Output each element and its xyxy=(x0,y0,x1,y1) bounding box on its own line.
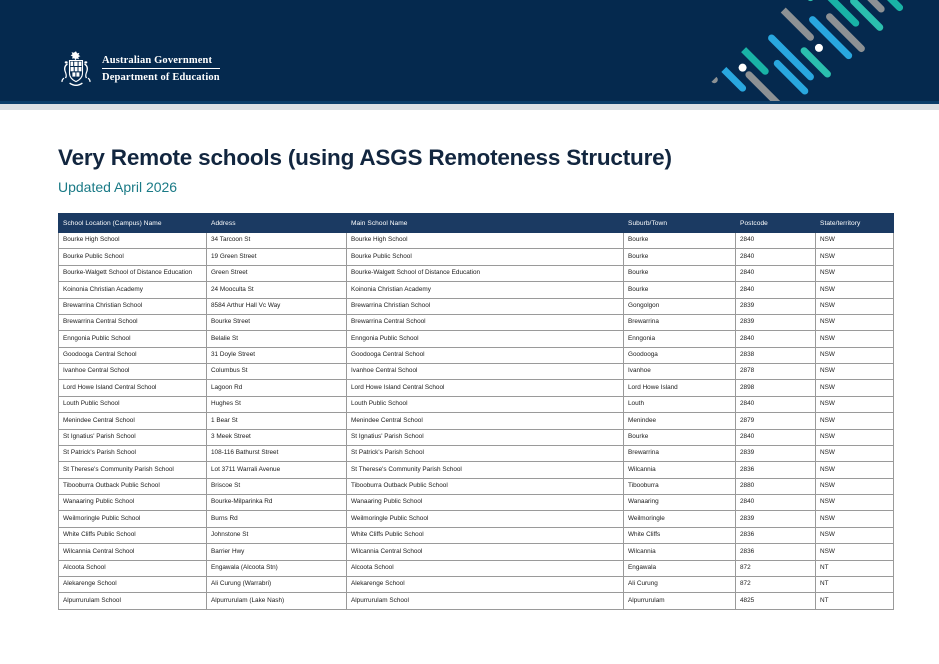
table-row xyxy=(59,445,894,461)
cell-postcode: 2839 xyxy=(736,314,816,330)
cell-state-territory: NSW xyxy=(816,478,894,494)
cell-campus-name: Alcoota School xyxy=(59,560,207,576)
cell-suburb-town: Louth xyxy=(624,396,736,412)
cell-campus-name: Menindee Central School xyxy=(59,413,207,429)
cell-state-territory: NSW xyxy=(816,249,894,265)
cell-suburb-town: Ali Curung xyxy=(624,576,736,592)
cell-address: 34 Tarcoon St xyxy=(207,233,347,249)
cell-suburb-town: Ivanhoe xyxy=(624,364,736,380)
cell-state-territory: NSW xyxy=(816,445,894,461)
cell-state-territory: NSW xyxy=(816,331,894,347)
cell-campus-name: Koinonia Christian Academy xyxy=(59,282,207,298)
table-row xyxy=(59,560,894,576)
cell-campus-name: Weilmoringle Public School xyxy=(59,511,207,527)
table-row xyxy=(59,413,894,429)
cell-main-school-name: Tibooburra Outback Public School xyxy=(347,478,624,494)
cell-address: 24 Mooculta St xyxy=(207,282,347,298)
cell-suburb-town: Bourke xyxy=(624,265,736,281)
table-row xyxy=(59,478,894,494)
cell-suburb-town: Lord Howe Island xyxy=(624,380,736,396)
cell-suburb-town: Engawala xyxy=(624,560,736,576)
title-block xyxy=(58,145,939,196)
department-wordmark xyxy=(101,54,220,85)
cell-main-school-name: Weilmoringle Public School xyxy=(347,511,624,527)
cell-state-territory: NT xyxy=(816,576,894,592)
government-branding xyxy=(58,50,220,88)
table-row xyxy=(59,396,894,412)
document-body xyxy=(0,145,939,610)
cell-postcode: 2898 xyxy=(736,380,816,396)
cell-state-territory: NSW xyxy=(816,511,894,527)
cell-address: 31 Doyle Street xyxy=(207,347,347,363)
table-row xyxy=(59,429,894,445)
header-decorative-stripes xyxy=(689,0,939,101)
cell-postcode: 2838 xyxy=(736,347,816,363)
table-row xyxy=(59,527,894,543)
table-row xyxy=(59,511,894,527)
cell-postcode: 2840 xyxy=(736,331,816,347)
column-header-postcode: Postcode xyxy=(736,214,816,233)
cell-main-school-name: St Therese's Community Parish School xyxy=(347,462,624,478)
cell-campus-name: Lord Howe Island Central School xyxy=(59,380,207,396)
cell-suburb-town: Bourke xyxy=(624,282,736,298)
very-remote-schools-table xyxy=(58,213,894,610)
page-subtitle-updated: Updated April 2026 xyxy=(58,179,178,195)
cell-postcode: 2840 xyxy=(736,429,816,445)
table-row xyxy=(59,314,894,330)
cell-state-territory: NSW xyxy=(816,364,894,380)
table-row xyxy=(59,462,894,478)
cell-main-school-name: Louth Public School xyxy=(347,396,624,412)
cell-suburb-town: Weilmoringle xyxy=(624,511,736,527)
cell-address: Lagoon Rd xyxy=(207,380,347,396)
cell-campus-name: Wilcannia Central School xyxy=(59,544,207,560)
table-row xyxy=(59,265,894,281)
cell-postcode: 2840 xyxy=(736,282,816,298)
cell-address: Green Street xyxy=(207,265,347,281)
cell-postcode: 2880 xyxy=(736,478,816,494)
cell-campus-name: Brewarrina Central School xyxy=(59,314,207,330)
cell-postcode: 2839 xyxy=(736,511,816,527)
cell-state-territory: NT xyxy=(816,560,894,576)
australian-government-crest-icon xyxy=(58,50,94,88)
cell-campus-name: Alekarenge School xyxy=(59,576,207,592)
cell-address: Briscoe St xyxy=(207,478,347,494)
australian-government-text: Australian Government xyxy=(102,54,213,66)
column-header-campus-name: School Location (Campus) Name xyxy=(59,214,207,233)
cell-campus-name: Alpurrurulam School xyxy=(59,593,207,609)
cell-postcode: 2840 xyxy=(736,265,816,281)
schools-table-container xyxy=(58,213,893,610)
cell-campus-name: Wanaaring Public School xyxy=(59,495,207,511)
cell-state-territory: NSW xyxy=(816,380,894,396)
cell-state-territory: NSW xyxy=(816,527,894,543)
cell-suburb-town: Wilcannia xyxy=(624,544,736,560)
cell-campus-name: Bourke-Walgett School of Distance Education xyxy=(59,265,207,281)
cell-state-territory: NSW xyxy=(816,314,894,330)
cell-postcode: 2840 xyxy=(736,495,816,511)
table-row xyxy=(59,347,894,363)
cell-state-territory: NSW xyxy=(816,462,894,478)
cell-state-territory: NSW xyxy=(816,396,894,412)
cell-campus-name: St Therese's Community Parish School xyxy=(59,462,207,478)
cell-postcode: 2840 xyxy=(736,233,816,249)
cell-suburb-town: Brewarrina xyxy=(624,314,736,330)
cell-main-school-name: Alekarenge School xyxy=(347,576,624,592)
cell-state-territory: NSW xyxy=(816,413,894,429)
table-row xyxy=(59,576,894,592)
cell-main-school-name: White Cliffs Public School xyxy=(347,527,624,543)
cell-suburb-town: Enngonia xyxy=(624,331,736,347)
cell-address: Engawala (Alcoota Stn) xyxy=(207,560,347,576)
cell-address: 8584 Arthur Hall Vc Way xyxy=(207,298,347,314)
cell-suburb-town: Brewarrina xyxy=(624,445,736,461)
table-body xyxy=(59,233,894,610)
cell-address: 108-116 Bathurst Street xyxy=(207,445,347,461)
cell-main-school-name: Ivanhoe Central School xyxy=(347,364,624,380)
cell-main-school-name: Lord Howe Island Central School xyxy=(347,380,624,396)
table-row xyxy=(59,298,894,314)
cell-state-territory: NT xyxy=(816,593,894,609)
table-row xyxy=(59,495,894,511)
cell-address: Hughes St xyxy=(207,396,347,412)
cell-suburb-town: Alpurrurulam xyxy=(624,593,736,609)
cell-campus-name: Bourke High School xyxy=(59,233,207,249)
cell-state-territory: NSW xyxy=(816,282,894,298)
table-header xyxy=(59,214,894,233)
cell-address: 3 Meek Street xyxy=(207,429,347,445)
cell-main-school-name: St Ignatius' Parish School xyxy=(347,429,624,445)
cell-address: Bourke Street xyxy=(207,314,347,330)
cell-address: Belalie St xyxy=(207,331,347,347)
cell-suburb-town: White Cliffs xyxy=(624,527,736,543)
cell-suburb-town: Gongolgon xyxy=(624,298,736,314)
cell-main-school-name: Koinonia Christian Academy xyxy=(347,282,624,298)
cell-address: Johnstone St xyxy=(207,527,347,543)
cell-address: Lot 3711 Warrali Avenue xyxy=(207,462,347,478)
cell-postcode: 872 xyxy=(736,560,816,576)
cell-main-school-name: Bourke Public School xyxy=(347,249,624,265)
cell-postcode: 2879 xyxy=(736,413,816,429)
column-header-main-school: Main School Name xyxy=(347,214,624,233)
cell-main-school-name: Alcoota School xyxy=(347,560,624,576)
cell-suburb-town: Wanaaring xyxy=(624,495,736,511)
cell-main-school-name: St Patrick's Parish School xyxy=(347,445,624,461)
cell-address: Columbus St xyxy=(207,364,347,380)
site-header-banner xyxy=(0,0,939,101)
table-header-row xyxy=(59,214,894,233)
cell-suburb-town: Bourke xyxy=(624,429,736,445)
cell-address: Burns Rd xyxy=(207,511,347,527)
table-row xyxy=(59,364,894,380)
cell-address: Bourke-Milparinka Rd xyxy=(207,495,347,511)
cell-state-territory: NSW xyxy=(816,544,894,560)
table-row xyxy=(59,593,894,609)
cell-main-school-name: Goodooga Central School xyxy=(347,347,624,363)
cell-postcode: 2836 xyxy=(736,462,816,478)
table-row xyxy=(59,380,894,396)
banner-grey-band xyxy=(0,104,939,110)
cell-address: Alpurrurulam (Lake Nash) xyxy=(207,593,347,609)
cell-suburb-town: Goodooga xyxy=(624,347,736,363)
cell-campus-name: St Ignatius' Parish School xyxy=(59,429,207,445)
cell-main-school-name: Wanaaring Public School xyxy=(347,495,624,511)
cell-state-territory: NSW xyxy=(816,429,894,445)
cell-suburb-town: Bourke xyxy=(624,233,736,249)
cell-postcode: 2839 xyxy=(736,298,816,314)
wordmark-divider xyxy=(102,68,220,69)
cell-main-school-name: Wilcannia Central School xyxy=(347,544,624,560)
cell-address: Barrier Hwy xyxy=(207,544,347,560)
cell-campus-name: White Cliffs Public School xyxy=(59,527,207,543)
cell-postcode: 2840 xyxy=(736,249,816,265)
cell-campus-name: Bourke Public School xyxy=(59,249,207,265)
column-header-suburb-town: Suburb/Town xyxy=(624,214,736,233)
cell-state-territory: NSW xyxy=(816,265,894,281)
cell-postcode: 2840 xyxy=(736,396,816,412)
cell-main-school-name: Brewarrina Christian School xyxy=(347,298,624,314)
cell-campus-name: Brewarrina Christian School xyxy=(59,298,207,314)
cell-state-territory: NSW xyxy=(816,495,894,511)
cell-state-territory: NSW xyxy=(816,233,894,249)
cell-campus-name: Enngonia Public School xyxy=(59,331,207,347)
cell-campus-name: Ivanhoe Central School xyxy=(59,364,207,380)
cell-postcode: 2839 xyxy=(736,445,816,461)
cell-state-territory: NSW xyxy=(816,298,894,314)
cell-postcode: 4825 xyxy=(736,593,816,609)
cell-state-territory: NSW xyxy=(816,347,894,363)
cell-suburb-town: Wilcannia xyxy=(624,462,736,478)
cell-main-school-name: Menindee Central School xyxy=(347,413,624,429)
cell-postcode: 872 xyxy=(736,576,816,592)
table-row xyxy=(59,282,894,298)
column-header-address: Address xyxy=(207,214,347,233)
cell-main-school-name: Alpurrurulam School xyxy=(347,593,624,609)
cell-address: 1 Bear St xyxy=(207,413,347,429)
cell-suburb-town: Menindee xyxy=(624,413,736,429)
cell-campus-name: Goodooga Central School xyxy=(59,347,207,363)
table-row xyxy=(59,249,894,265)
cell-main-school-name: Brewarrina Central School xyxy=(347,314,624,330)
cell-campus-name: St Patrick's Parish School xyxy=(59,445,207,461)
cell-suburb-town: Tibooburra xyxy=(624,478,736,494)
department-of-education-text: Department of Education xyxy=(102,72,220,84)
cell-address: 19 Green Street xyxy=(207,249,347,265)
column-header-state: State/territory xyxy=(816,214,894,233)
cell-main-school-name: Bourke High School xyxy=(347,233,624,249)
cell-campus-name: Louth Public School xyxy=(59,396,207,412)
cell-campus-name: Tibooburra Outback Public School xyxy=(59,478,207,494)
table-row xyxy=(59,233,894,249)
cell-main-school-name: Enngonia Public School xyxy=(347,331,624,347)
table-row xyxy=(59,544,894,560)
cell-main-school-name: Bourke-Walgett School of Distance Education xyxy=(347,265,624,281)
cell-suburb-town: Bourke xyxy=(624,249,736,265)
page-title: Very Remote schools (using ASGS Remoteness Structure) xyxy=(58,145,672,170)
cell-postcode: 2836 xyxy=(736,544,816,560)
cell-address: Ali Curung (Warrabri) xyxy=(207,576,347,592)
table-row xyxy=(59,331,894,347)
cell-postcode: 2878 xyxy=(736,364,816,380)
cell-postcode: 2836 xyxy=(736,527,816,543)
